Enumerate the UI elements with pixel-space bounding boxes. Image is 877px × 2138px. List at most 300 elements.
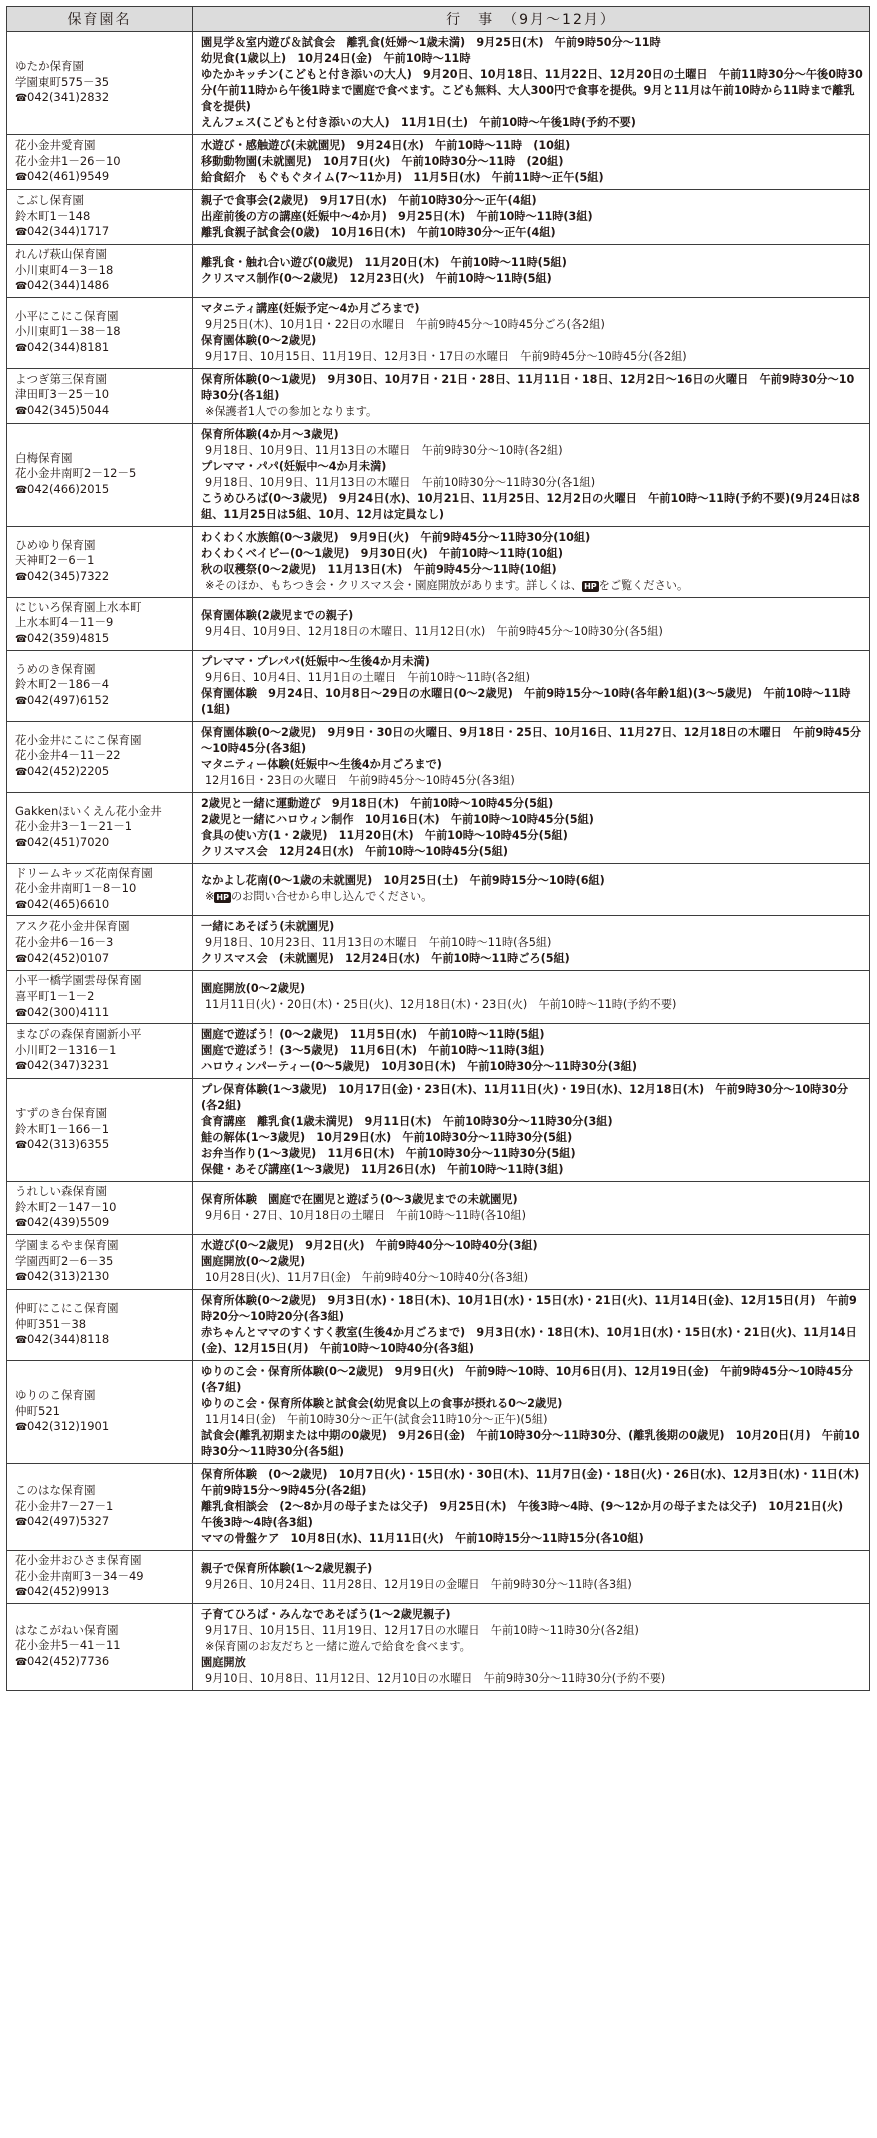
phone-icon: ☎ [15, 343, 28, 355]
event-line [201, 1325, 863, 1357]
phone-number: 042(345)7322 [27, 569, 110, 584]
event-line [201, 530, 863, 546]
nursery-name: ひめゆり保育園 [15, 537, 96, 552]
event-line [201, 1467, 871, 1499]
homepage-icon: HP [216, 893, 229, 903]
nursery-phone [15, 1058, 192, 1075]
nursery-name: 白梅保育園 [15, 450, 73, 465]
events-cell [193, 1603, 870, 1690]
event-line [201, 919, 863, 935]
event-text: 試食会(離乳初期または中期の0歳児) 9月26日(金) 午前10時30分～11時30分、(離乳後期の0歳児) 10月20日(月) 午前10時30分～11時30分(各5組) [201, 1428, 860, 1458]
event-text: 保育園体験 9月24日、10月8日～29日の水曜日(0～2歳児) 午前9時15分～10時(各年齢1組)(3～5歳児) 午前10時～11時(1組) [201, 686, 851, 716]
event-line [201, 225, 863, 241]
nursery-name: 学園まるやま保育園 [15, 1238, 119, 1253]
nursery-name: 小平一橋学園雲母保育園 [15, 973, 142, 988]
event-line [201, 1396, 863, 1412]
nursery-phone [15, 835, 192, 852]
event-text: 給食紹介 もぐもぐタイム(7～11か月) 11月5日(水) 午前11時～正午(5組) [201, 171, 604, 184]
event-text: プレママ・プレパパ(妊娠中～生後4か月未満) [201, 654, 430, 668]
events-cell [193, 1182, 870, 1235]
event-line [201, 1607, 863, 1623]
table-row [7, 863, 870, 916]
event-line [201, 1531, 863, 1547]
table-row [7, 297, 870, 368]
events-cell [193, 1024, 870, 1079]
nursery-name-header: 保育園名 [7, 7, 193, 32]
event-text: 9月10日、10月8日、11月12日、12月10日の水曜日 午前9時30分～11時30分(予約不要) [205, 1671, 666, 1685]
nursery-phone [15, 1654, 192, 1671]
event-line [201, 1162, 863, 1178]
event-line [201, 1043, 863, 1059]
event-text: 子育てひろば・みんなであそぼう(1～2歳児親子) [201, 1607, 451, 1621]
event-text: 9月18日、10月9日、11月13日の木曜日 午前9時30分～10時(各2組) [205, 443, 563, 457]
event-text: 秋の収穫祭(0～2歳児) 11月13日(木) 午前9時45分～11時(10組) [201, 562, 557, 576]
nursery-phone [15, 1419, 192, 1436]
events-cell [193, 526, 870, 597]
event-text: 食育講座 離乳食(1歳未満児) 9月11日(木) 午前10時30分～11時30分(3組) [201, 1115, 613, 1129]
event-text: 保育園体験(2歳児までの親子) [201, 608, 354, 622]
event-line [201, 1238, 863, 1254]
phone-number: 042(313)2130 [27, 1269, 110, 1284]
nursery-info-cell [7, 135, 193, 190]
nursery-name: このはな保育園 [15, 1483, 96, 1498]
table-row [7, 32, 870, 135]
nursery-address: 花小金井6－16－3 [15, 935, 114, 950]
nursery-address: 学園東町575－35 [15, 74, 110, 89]
events-cell [193, 792, 870, 863]
phone-icon: ☎ [15, 1422, 28, 1434]
nursery-info-cell [7, 971, 193, 1024]
phone-icon: ☎ [15, 953, 28, 965]
phone-icon: ☎ [15, 1007, 28, 1019]
phone-number: 042(344)8118 [27, 1332, 110, 1347]
table-row [7, 135, 870, 190]
nursery-info-cell [7, 297, 193, 368]
table-row [7, 971, 870, 1024]
table-row [7, 1024, 870, 1079]
event-line [201, 873, 863, 889]
events-cell [193, 721, 870, 792]
event-line [201, 154, 863, 170]
event-text: ※ [205, 890, 215, 904]
event-line [201, 51, 863, 67]
table-row [7, 1289, 870, 1360]
nursery-address: 仲町351－38 [15, 1316, 87, 1331]
table-row [7, 1360, 870, 1463]
table-row [7, 526, 870, 597]
events-cell [193, 423, 870, 526]
phone-number: 042(465)6610 [27, 896, 110, 911]
nursery-address: 花小金井4－11－22 [15, 748, 121, 763]
event-line [201, 1561, 863, 1577]
table-row [7, 1182, 870, 1235]
event-text-continued: のお問い合せから申し込んでください。 [230, 890, 433, 904]
nursery-phone [15, 1584, 192, 1601]
phone-number: 042(452)0107 [27, 950, 110, 965]
nursery-phone [15, 1514, 192, 1531]
nursery-phone [15, 951, 192, 968]
nursery-address: 花小金井南町2－12－5 [15, 466, 137, 481]
events-cell [193, 650, 870, 721]
phone-number: 042(344)1717 [27, 224, 110, 239]
event-text: ゆたかキッチン(こどもと付き添いの大人) 9月20日、10月18日、11月22日、12月20日の土曜日 午前11時30分～午後0時30分(午前11時から午後1時まで園庭で食べます。こども無料、大人300円で食事を提供。9月と11月は午前10時から11時まで離乳食を提供) [201, 68, 863, 113]
event-text: クリスマス会 (未就園児) 12月24日(水) 午前10時～11時ごろ(5組) [201, 952, 570, 966]
nursery-name: ゆりのこ保育園 [15, 1388, 96, 1403]
phone-icon: ☎ [15, 695, 28, 707]
nursery-name: はなこがねい保育園 [15, 1622, 119, 1637]
event-line [201, 1130, 863, 1146]
events-cell [193, 32, 870, 135]
event-text: クリスマス制作(0～2歳児) 12月23日(火) 午前10時～11時(5組) [201, 271, 552, 285]
table-row [7, 721, 870, 792]
event-text: ※保護者1人での参加となります。 [205, 404, 378, 418]
nursery-info-cell [7, 1289, 193, 1360]
event-text: 移動動物園(未就園児) 10月7日(火) 午前10時30分～11時 (20組) [201, 155, 564, 168]
event-text: 親子で食事会(2歳児) 9月17日(水) 午前10時30分～正午(4組) [201, 194, 537, 207]
nursery-phone [15, 1332, 192, 1349]
nursery-phone [15, 1137, 192, 1154]
nursery-phone [15, 278, 192, 295]
event-text: 9月17日、10月15日、11月19日、12月3日・17日の水曜日 午前9時45分～10時45分(各2組) [205, 349, 687, 363]
nursery-phone [15, 169, 192, 186]
event-line [201, 725, 863, 757]
event-line [201, 317, 863, 333]
event-line [201, 333, 863, 349]
events-cell [193, 297, 870, 368]
nursery-info-cell [7, 1550, 193, 1603]
event-text: クリスマス会 12月24日(水) 午前10時～10時45分(5組) [201, 844, 509, 858]
events-cell [193, 863, 870, 916]
nursery-phone [15, 90, 192, 107]
nursery-info-cell [7, 1360, 193, 1463]
nursery-phone [15, 1005, 192, 1022]
event-text: 12月16日・23日の火曜日 午前9時45分～10時45分(各3組) [205, 773, 515, 787]
nursery-phone [15, 403, 192, 420]
nursery-address: 上水本町4－11－9 [15, 615, 114, 630]
event-text: ※そのほか、もちつき会・クリスマス会・園庭開放があります。詳しくは、 [205, 578, 583, 592]
nursery-address: 天神町2－6－1 [15, 553, 95, 568]
event-text: 9月17日、10月15日、11月19日、12月17日の水曜日 午前10時～11時30分(各2組) [205, 1623, 639, 1637]
nursery-address: 喜平町1－1－2 [15, 988, 95, 1003]
nursery-info-cell [7, 368, 193, 423]
nursery-address: 小川東町4－3－18 [15, 262, 114, 277]
event-line [201, 981, 863, 997]
event-text: プレママ・パパ(妊娠中～4か月未満) [201, 459, 387, 473]
events-cell [193, 1234, 870, 1289]
event-line [201, 757, 863, 773]
nursery-address: 花小金井南町1－8－10 [15, 881, 137, 896]
event-line [201, 1082, 863, 1114]
table-row [7, 597, 870, 650]
event-text: 保育園体験(0～2歳児) 9月9日・30日の火曜日、9月18日・25日、10月16日、11月27日、12月18日の木曜日 午前9時45分～10時45分(各3組) [201, 725, 862, 755]
event-text: えんフェス(こどもと付き添いの大人) 11月1日(土) 午前10時～午後1時(予約不要) [201, 116, 636, 129]
nursery-name: アスク花小金井保育園 [15, 919, 130, 934]
phone-number: 042(312)1901 [27, 1419, 110, 1434]
event-text: 保育所体験 園庭で在園児と遊ぼう(0～3歳児までの未就園児) [201, 1193, 518, 1207]
event-text: 保育所体験(0～2歳児) 9月3日(水)・18日(木)、10月1日(水)・15日(水)・21日(火)、11月14日(金)、12月15日(月) 午前9時20分～10時20分(各3組) [201, 1293, 857, 1323]
event-line [201, 828, 863, 844]
nursery-info-cell [7, 1182, 193, 1235]
event-line [201, 209, 863, 225]
nursery-name: うれしい森保育園 [15, 1184, 107, 1199]
nursery-name: 花小金井にこにこ保育園 [15, 732, 142, 747]
phone-number: 042(345)5044 [27, 403, 110, 418]
event-text: 離乳食親子試食会(0歳) 10月16日(木) 午前10時30分～正午(4組) [201, 226, 556, 239]
event-line [201, 654, 863, 670]
event-line [201, 372, 863, 404]
event-text: なかよし花南(0～1歳の未就園児) 10月25日(土) 午前9時15分～10時(6組) [201, 874, 605, 888]
event-line [201, 349, 863, 365]
table-row [7, 792, 870, 863]
event-line [201, 844, 863, 860]
phone-icon: ☎ [15, 1587, 28, 1599]
phone-number: 042(341)2832 [27, 90, 110, 105]
table-row [7, 1079, 870, 1182]
events-cell [193, 597, 870, 650]
event-line [201, 193, 863, 209]
event-text: 10月28日(火)、11月7日(金) 午前9時40分～10時40分(各3組) [205, 1270, 529, 1284]
events-cell [193, 1463, 870, 1550]
event-line [201, 1146, 863, 1162]
event-line [201, 935, 863, 951]
event-line [201, 427, 863, 443]
nursery-phone [15, 224, 192, 241]
event-text: 鮭の解体(1～3歳児) 10月29日(水) 午前10時30分～11時30分(5組) [201, 1131, 573, 1145]
event-text: 園見学＆室内遊び＆試食会 離乳食(妊婦～1歳未満) 9月25日(木) 午前9時50分～11時 [201, 36, 661, 49]
event-text: 9月18日、10月9日、11月13日の木曜日 午前10時30分～11時30分(各1組) [205, 475, 596, 489]
phone-icon: ☎ [15, 766, 28, 778]
events-cell [193, 190, 870, 245]
nursery-info-cell [7, 1079, 193, 1182]
event-line [201, 1293, 863, 1325]
phone-number: 042(347)3231 [27, 1058, 110, 1073]
event-line [201, 608, 863, 624]
table-row [7, 1234, 870, 1289]
nursery-info-cell [7, 792, 193, 863]
nursery-address: 鈴木町1－148 [15, 208, 91, 223]
event-line [201, 578, 863, 594]
event-line [201, 115, 863, 131]
nursery-info-cell [7, 1234, 193, 1289]
event-line [201, 35, 863, 51]
nursery-address: 学園西町2－6－35 [15, 1253, 114, 1268]
event-line [201, 1499, 863, 1531]
table-row [7, 916, 870, 971]
table-header-row [7, 7, 870, 32]
phone-icon: ☎ [15, 1140, 28, 1152]
phone-icon: ☎ [15, 1272, 28, 1284]
events-cell [193, 1550, 870, 1603]
phone-icon: ☎ [15, 172, 28, 184]
event-text: 離乳食相談会 (2～8か月の母子または父子) 9月25日(木) 午後3時～4時、(9～12か月の母子または父子) 10月21日(火) 午後3時～4時(各3組) [201, 1499, 855, 1529]
nursery-phone [15, 631, 192, 648]
nursery-info-cell [7, 650, 193, 721]
nursery-name: すずのき台保育園 [15, 1106, 108, 1121]
event-text: 園庭開放 [201, 1655, 246, 1669]
table-row [7, 423, 870, 526]
event-line [201, 1655, 863, 1671]
event-text: 保育所体験(4か月～3歳児) [201, 427, 339, 441]
phone-icon: ☎ [15, 93, 28, 105]
event-line [201, 546, 863, 562]
phone-number: 042(451)7020 [27, 834, 110, 849]
event-text: 9月6日、10月4日、11月1日の土曜日 午前10時～11時(各2組) [205, 670, 531, 684]
nursery-name: にじいろ保育園上水本町 [15, 599, 142, 614]
table-row [7, 368, 870, 423]
nursery-address: 小川町2－1316－1 [15, 1042, 117, 1057]
events-cell [193, 245, 870, 298]
phone-icon: ☎ [15, 899, 28, 911]
event-text: ゆりのこ会・保育所体験と試食会(幼児食以上の食事が摂れる0～2歳児) [201, 1396, 563, 1410]
nursery-address: 津田町3－25－10 [15, 387, 110, 402]
nursery-address: 花小金井3－1－21－1 [15, 819, 133, 834]
nursery-name: よつぎ第三保育園 [15, 371, 107, 386]
event-text: 9月6日・27日、10月18日の土曜日 午前10時～11時(各10組) [205, 1209, 526, 1223]
event-line [201, 1639, 863, 1655]
event-line [201, 1059, 863, 1075]
phone-icon: ☎ [15, 572, 28, 584]
table-row [7, 1463, 870, 1550]
nursery-name: 花小金井愛育園 [15, 138, 96, 153]
nursery-phone [15, 693, 192, 710]
event-line [201, 404, 863, 420]
phone-icon: ☎ [15, 1656, 28, 1668]
phone-icon: ☎ [15, 485, 28, 497]
phone-icon: ☎ [15, 633, 28, 645]
event-line [201, 1577, 863, 1593]
event-text: ゆりのこ会・保育所体験(0～2歳児) 9月9日(火) 午前9時～10時、10月6日(月)、12月19日(金) 午前9時45分～10時45分(各7組) [201, 1364, 853, 1394]
event-line [201, 1208, 863, 1224]
event-text: 一緒にあそぼう(未就園児) [201, 920, 335, 934]
event-line [201, 1623, 863, 1639]
nursery-name: ゆたか保育園 [15, 59, 84, 74]
nursery-address: 花小金井南町3－34－49 [15, 1568, 144, 1583]
event-text: わくわくベイビー(0～1歳児) 9月30日(火) 午前10時～11時(10組) [201, 546, 563, 560]
nursery-phone [15, 340, 192, 357]
phone-icon: ☎ [15, 406, 28, 418]
event-line [201, 475, 863, 491]
event-text: ママの骨盤ケア 10月8日(水)、11月11日(火) 午前10時15分～11時15分(各10組) [201, 1531, 644, 1545]
nursery-address: 花小金井5－41－11 [15, 1638, 121, 1653]
phone-number: 042(452)2205 [27, 763, 110, 778]
event-text: 水遊び・感触遊び(未就園児) 9月24日(水) 午前10時～11時 (10組) [201, 139, 571, 152]
nursery-address: 仲町521 [15, 1403, 60, 1418]
phone-number: 042(452)9913 [27, 1584, 110, 1599]
nursery-name: 仲町にこにこ保育園 [15, 1301, 119, 1316]
event-text: 赤ちゃんとママのすくすく教室(生後4か月ごろまで) 9月3日(水)・18日(木)、10月1日(水)・15日(水)・21日(火)、11月14日(金)、12月15日(月) 午前10時～10時40分(各3組) [201, 1325, 857, 1355]
table-row [7, 245, 870, 298]
nursery-phone [15, 569, 192, 586]
nursery-info-cell [7, 597, 193, 650]
event-text: 9月18日、10月23日、11月13日の木曜日 午前10時～11時(各5組) [205, 936, 552, 950]
phone-icon: ☎ [15, 1335, 28, 1347]
event-line [201, 255, 863, 271]
nursery-name: ドリームキッズ花南保育園 [15, 865, 153, 880]
event-text: 11月11日(火)・20日(木)・25日(火)、12月18日(木)・23日(火) 午前10時～11時(予約不要) [205, 998, 677, 1012]
event-line [201, 1192, 863, 1208]
phone-icon: ☎ [15, 1218, 28, 1230]
phone-icon: ☎ [15, 1061, 28, 1073]
phone-number: 042(461)9549 [27, 169, 110, 184]
event-line [201, 1428, 863, 1460]
event-line [201, 459, 863, 475]
event-line [201, 1027, 863, 1043]
event-line [201, 812, 863, 828]
nursery-phone [15, 764, 192, 781]
homepage-icon: HP [584, 581, 597, 591]
event-text: 園庭で遊ぼう！(0～2歳児) 11月5日(水) 午前10時～11時(5組) [201, 1028, 545, 1042]
event-text-continued: をご覧ください。 [598, 578, 689, 592]
nursery-address: 鈴木町1－166－1 [15, 1121, 110, 1136]
phone-number: 042(497)6152 [27, 692, 110, 707]
nursery-info-cell [7, 863, 193, 916]
phone-icon: ☎ [15, 227, 28, 239]
event-text: 園庭開放(0～2歳児) [201, 982, 306, 996]
event-line [201, 670, 863, 686]
nursery-info-cell [7, 526, 193, 597]
event-line [201, 1364, 863, 1396]
phone-number: 042(439)5509 [27, 1215, 110, 1230]
event-text: お弁当作り(1～3歳児) 11月6日(木) 午前10時30分～11時30分(5組) [201, 1147, 576, 1161]
nursery-phone [15, 1215, 192, 1232]
event-text: 9月25日(木)、10月1日・22日の水曜日 午前9時45分～10時45分ごろ(各2組) [205, 317, 605, 331]
events-cell [193, 368, 870, 423]
nursery-address: 鈴木町2－147－10 [15, 1199, 117, 1214]
nursery-info-cell [7, 190, 193, 245]
nursery-info-cell [7, 245, 193, 298]
event-text: 園庭で遊ぼう！(3～5歳児) 11月6日(木) 午前10時～11時(3組) [201, 1044, 545, 1058]
event-text: 11月14日(金) 午前10時30分～正午(試食会11時10分～正午)(5組) [205, 1412, 548, 1426]
nursery-name: うめのき保育園 [15, 661, 96, 676]
event-text: 離乳食・触れ合い遊び(0歳児) 11月20日(木) 午前10時～11時(5組) [201, 255, 567, 269]
event-line [201, 1254, 863, 1270]
events-cell [193, 916, 870, 971]
nursery-name: Gakkenほいくえん花小金井 [15, 803, 162, 818]
event-text: マタニティ講座(妊娠予定～4か月ごろまで) [201, 301, 420, 315]
phone-number: 042(466)2015 [27, 482, 110, 497]
nursery-info-cell [7, 1024, 193, 1079]
nursery-phone [15, 482, 192, 499]
nursery-info-cell [7, 423, 193, 526]
phone-number: 042(313)6355 [27, 1137, 110, 1152]
phone-number: 042(359)4815 [27, 630, 110, 645]
event-line [201, 624, 863, 640]
event-line [201, 889, 863, 905]
nursery-phone [15, 897, 192, 914]
phone-number: 042(344)1486 [27, 278, 110, 293]
phone-number: 042(497)5327 [27, 1514, 110, 1529]
event-line [201, 443, 863, 459]
event-text: 食具の使い方(1・2歳児) 11月20日(木) 午前10時～10時45分(5組) [201, 828, 568, 842]
events-cell [193, 971, 870, 1024]
event-line [201, 796, 863, 812]
nursery-info-cell [7, 32, 193, 135]
event-text: ※保育園のお友だちと一緒に遊んで給食を食べます。 [205, 1639, 471, 1653]
nursery-phone [15, 1269, 192, 1286]
nursery-address: 花小金井1－26－10 [15, 153, 121, 168]
event-text: 保育所体験 (0～2歳児) 10月7日(火)・15日(水)・30日(木)、11月7日(金)・18日(火)・26日(水)、12月3日(水)・11日(木) 午前9時15分～9時45分(各2組) [201, 1467, 871, 1497]
event-line [201, 1114, 863, 1130]
event-line [201, 271, 863, 287]
nursery-name: こぶし保育園 [15, 193, 84, 208]
event-line [201, 686, 863, 718]
nursery-info-cell [7, 1603, 193, 1690]
event-line [201, 491, 863, 523]
phone-icon: ☎ [15, 837, 28, 849]
event-text: プレ保育体験(1～3歳児) 10月17日(金)・23日(木)、11月11日(火)・19日(水)、12月18日(木) 午前9時30分～10時30分(各2組) [201, 1083, 849, 1113]
nursery-name: 花小金井おひさま保育園 [15, 1552, 142, 1567]
event-text: 2歳児と一緒に運動遊び 9月18日(木) 午前10時～10時45分(5組) [201, 796, 554, 810]
